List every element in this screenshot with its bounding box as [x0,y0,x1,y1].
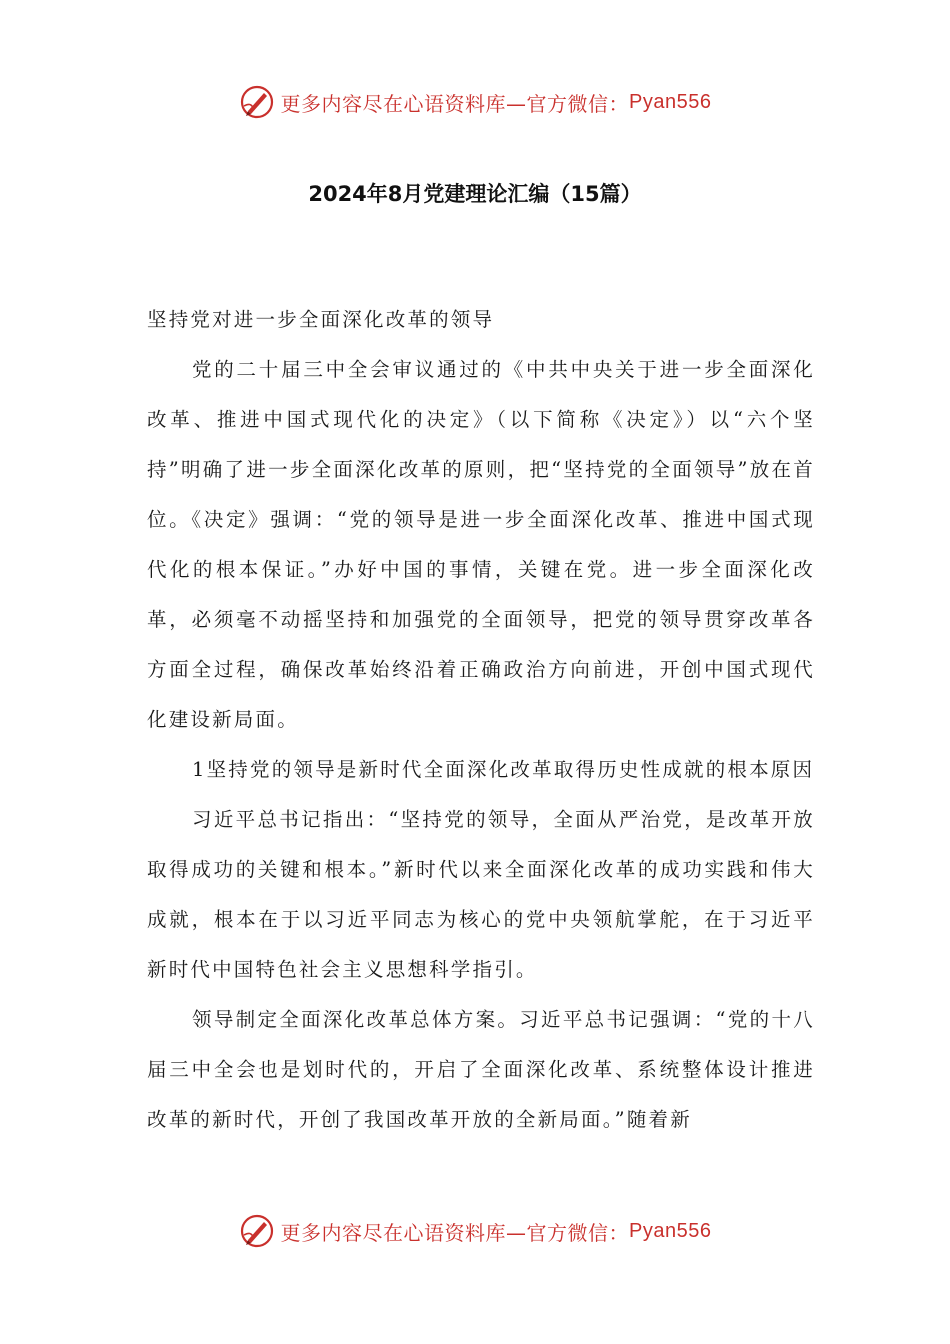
document-title: 2024年8月党建理论汇编（15篇） [308,182,642,206]
paragraph: 党的二十届三中全会审议通过的《中共中央关于进一步全面深化改革、推进中国式现代化的决定》（以下简称《决定》）以“六个坚持”明确了进一步全面深化改革的原则，把“坚持党的全面领导”放在首位。《决定》强调：“党的领导是进一步全面深化改革、推进中国式现代化的根本保证。”办好中国的事情，关键在党。进一步全面深化改革，必须毫不动摇坚持和加强党的全面领导，把党的领导贯穿改革各方面全过程，确保改革始终沿着正确政治方向前进，开创中国式现代化建设新局面。 [147,358,815,731]
section-heading: 坚持党对进一步全面深化改革的领导 [147,308,495,331]
watermark-text: 更多内容尽在心语资料库—官方微信： [280,91,630,116]
paragraph: 习近平总书记指出：“坚持党的领导，全面从严治党，是改革开放取得成功的关键和根本。”新时代以来全面深化改革的成功实践和伟大成就，根本在于以习近平同志为核心的党中央领航掌舵，在于习近平新时代中国特色社会主义思想科学指引。 [147,808,815,981]
footer-watermark [0,1211,950,1251]
pen-logo-icon [239,84,275,120]
document-body [147,295,815,1145]
watermark-text: 更多内容尽在心语资料库—官方微信： [280,1220,630,1245]
pen-logo-icon [239,1213,275,1249]
header-watermark [0,82,950,122]
watermark-wechat-id: Pyan556 [629,1219,712,1242]
paragraph: 领导制定全面深化改革总体方案。习近平总书记强调：“党的十八届三中全会也是划时代的，开启了全面深化改革、系统整体设计推进改革的新时代，开创了我国改革开放的全新局面。”随着新 [147,1008,815,1131]
watermark-wechat-id: Pyan556 [629,90,712,113]
subsection-heading: 1坚持党的领导是新时代全面深化改革取得历史性成就的根本原因 [192,758,815,781]
